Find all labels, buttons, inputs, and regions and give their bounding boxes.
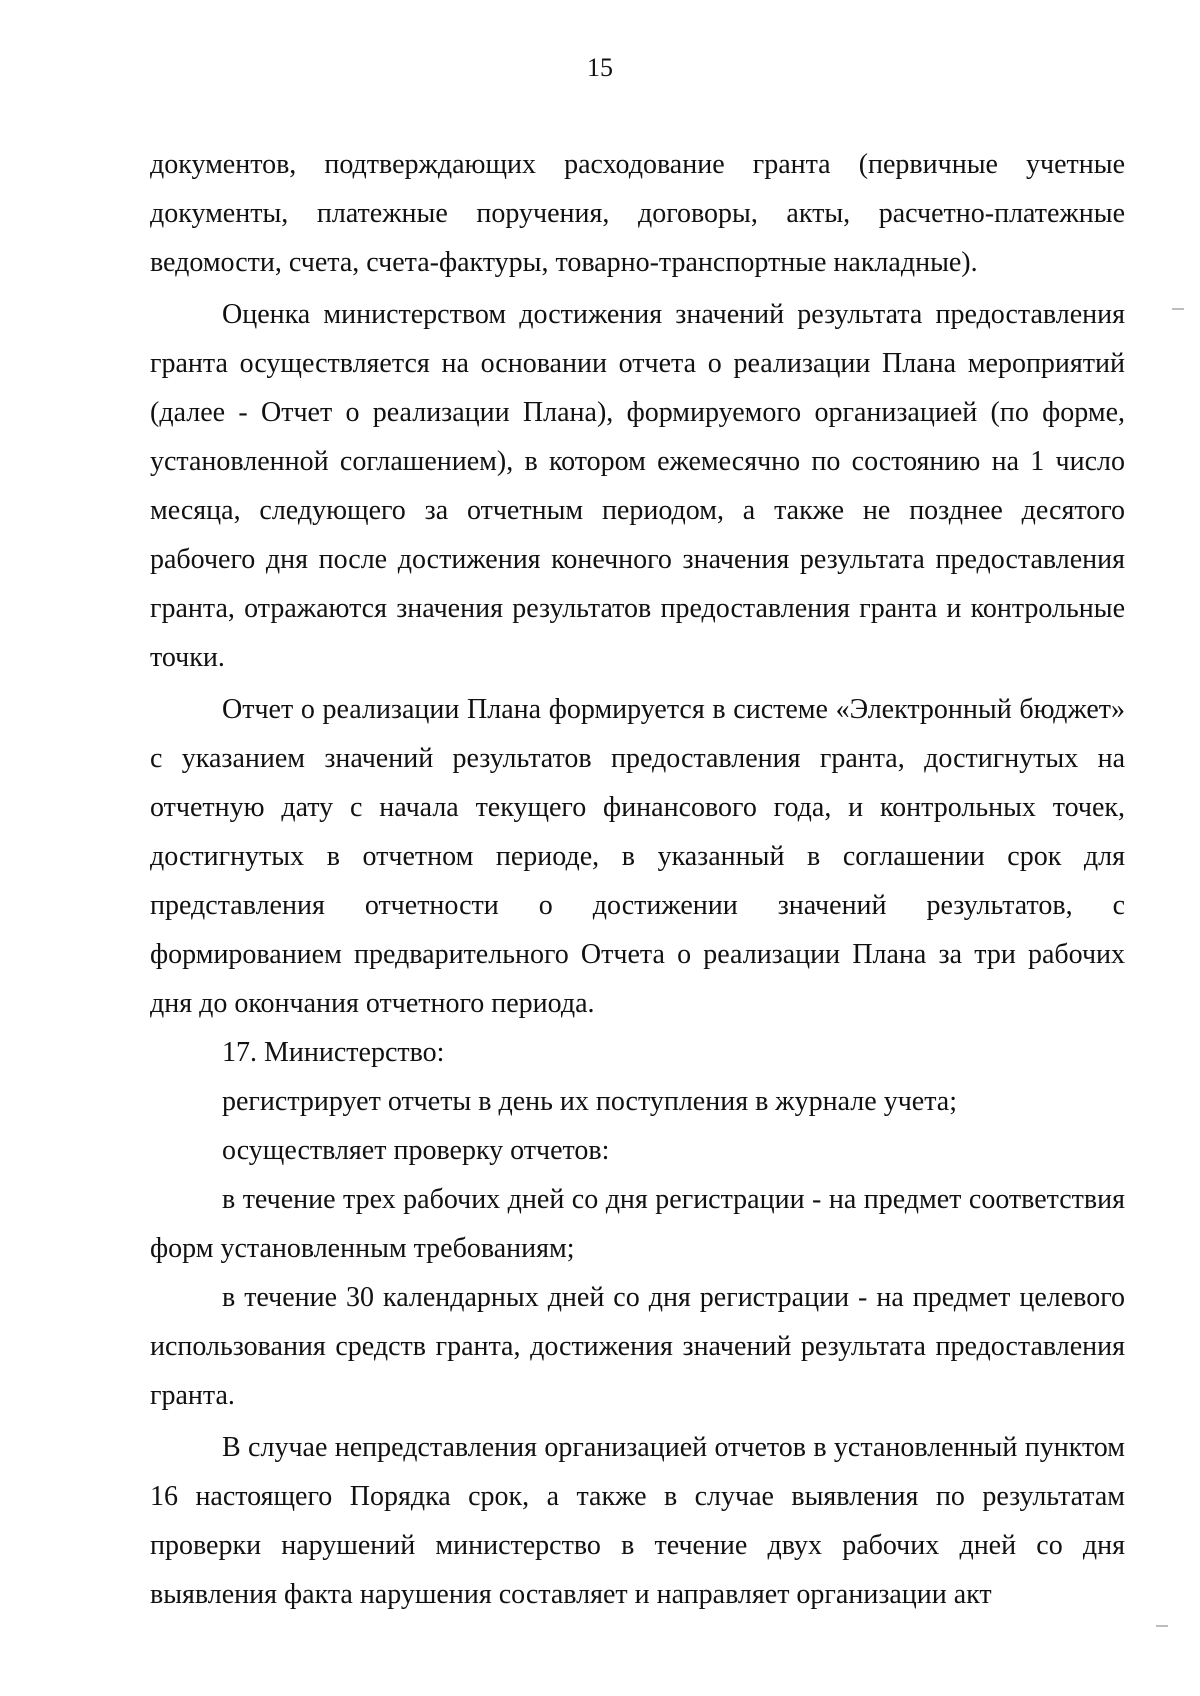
- paragraph-documents-continuation: [150, 140, 1125, 287]
- text-line: результатов, с формированием предварительного Отчета о реализации Плана за: [150, 890, 1126, 970]
- text-line: документов, подтверждающих расходование гранта (первичные учетные: [150, 149, 1125, 180]
- text-line: использования средств гранта, достижения значений результата предоставления: [150, 1331, 1125, 1362]
- scan-margin-mark: [1156, 1625, 1168, 1627]
- text-line: в течение 30 календарных дней со дня регистрации - на предмет целевого: [222, 1282, 1125, 1313]
- text-line: В случае непредставления организацией отчетов в установленный: [222, 1432, 1018, 1463]
- page-number: 15: [587, 53, 613, 82]
- text-line: (далее - Отчет о реализации Плана), формируемого организацией (по форме,: [150, 397, 1125, 428]
- text-line: бюджет» с указанием значений результатов предоставления гранта,: [150, 694, 1125, 774]
- text-line: контрольных точек, достигнутых в отчетном периоде, в указанный в: [150, 792, 1126, 872]
- text-line: соглашении срок для представления отчетности о достижении значений: [150, 841, 1125, 921]
- document-body: [150, 140, 1125, 1619]
- text-line: гранта осуществляется на основании отчета о реализации Плана мероприятий: [150, 348, 1125, 379]
- text-line: месяца, следующего за отчетным периодом, а также не позднее десятого: [150, 495, 1125, 526]
- text-line: Отчет о реализации Плана формируется в системе «Электронный: [222, 694, 1012, 725]
- paragraph-thirty-days: [150, 1273, 1125, 1420]
- text-line: три рабочих дня до окончания отчетного периода.: [150, 939, 1126, 1019]
- paragraph-checks: [150, 1126, 1125, 1175]
- scan-margin-mark: [1172, 308, 1184, 310]
- text-line: пунктом 16 настоящего Порядка срок, а также в случае выявления по: [150, 1432, 1125, 1512]
- text-line: гранта, отражаются значения результатов предоставления гранта и: [150, 593, 962, 624]
- text-line: гранта.: [150, 1380, 235, 1411]
- text-line: контрольные точки.: [150, 593, 1125, 673]
- paragraph-registers: [150, 1077, 1125, 1126]
- text-line: достигнутых на отчетную дату с начала текущего финансового года, и: [150, 743, 1126, 823]
- text-line: дня выявления факта нарушения составляет и направляет организации акт: [150, 1530, 1126, 1610]
- text-line: осуществляет проверку отчетов:: [222, 1135, 610, 1166]
- text-line: соответствия форм установленным требованиям;: [150, 1184, 1125, 1264]
- paragraph-violations: [150, 1423, 1125, 1619]
- paragraph-report-formation: [150, 685, 1125, 1028]
- text-line: документы, платежные поручения, договоры, акты, расчетно-платежные: [150, 198, 1125, 229]
- text-line: ведомости, счета, счета-фактуры, товарно-транспортные накладные).: [150, 247, 978, 278]
- text-line: рабочего дня после достижения конечного значения результата предоставления: [150, 544, 1125, 575]
- text-line: 17. Министерство:: [222, 1037, 445, 1068]
- text-line: установленной соглашением), в котором ежемесячно по состоянию на 1 число: [150, 446, 1125, 477]
- paragraph-item-17: [150, 1028, 1125, 1077]
- paragraph-three-days: [150, 1175, 1125, 1273]
- text-line: в течение трех рабочих дней со дня регистрации - на предмет: [222, 1184, 962, 1215]
- text-line: регистрирует отчеты в день их поступления в журнале учета;: [222, 1086, 957, 1117]
- paragraph-assessment: [150, 290, 1125, 682]
- text-line: результатам проверки нарушений министерство в течение двух рабочих дней со: [150, 1481, 1126, 1561]
- text-line: Оценка министерством достижения значений результата предоставления: [222, 299, 1125, 330]
